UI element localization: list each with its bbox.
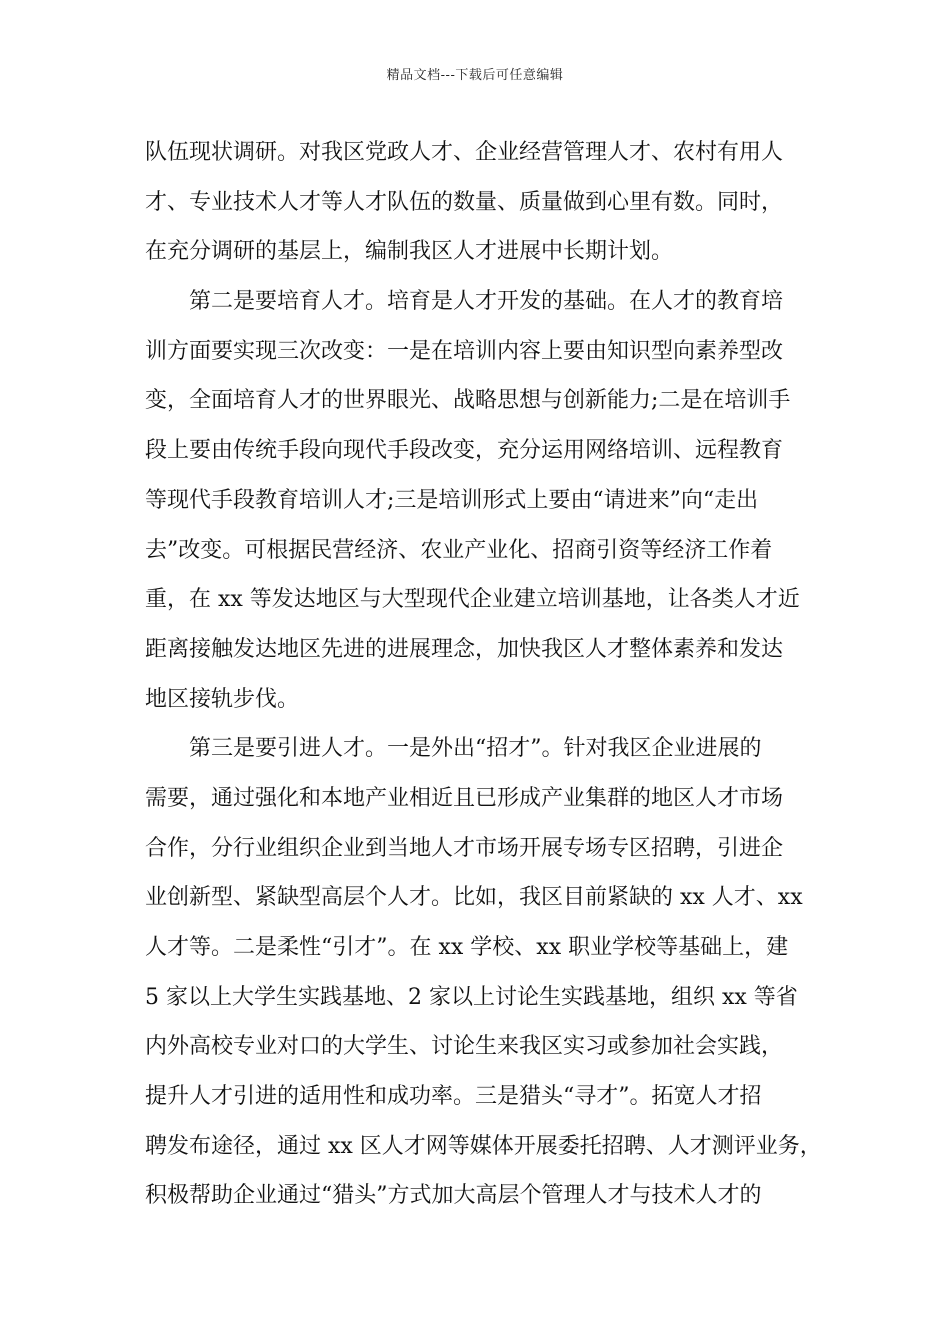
text-line: 第三是要引进人才。一是外出“招才”。针对我区企业进展的 [189,736,762,762]
text-line: 地区接轨步伐。 [145,686,300,712]
text-line: 人才等。二是柔性“引才”。在 xx 学校、xx 职业学校等基础上，建 [145,935,789,960]
text-line: 积极帮助企业通过“猎头”方式加大高层个管理人才与技术人才的 [145,1183,762,1209]
text-line: 等现代手段教育培训人才;三是培训形式上要由“请进来”向“走出 [145,487,759,513]
text-line: 训方面要实现三次改变：一是在培训内容上要由知识型向素养型改 [145,338,784,364]
text-line: 在充分调研的基层上，编制我区人才进展中长期计划。 [145,239,674,265]
text-line: 才、专业技术人才等人才队伍的数量、质量做到心里有数。同时， [145,189,784,215]
text-line: 业创新型、紧缺型高层个人才。比如，我区目前紧缺的 xx 人才、xx [145,885,803,911]
text-line: 需要，通过强化和本地产业相近且已形成产业集群的地区人才市场 [145,785,784,811]
text-line: 提升人才引进的适用性和成功率。三是猎头“寻才”。拓宽人才招 [145,1084,762,1110]
body-text [145,128,825,1221]
text-line: 内外高校专业对口的大学生、讨论生来我区实习或参加社会实践， [145,1034,784,1060]
text-line: 段上要由传统手段向现代手段改变，充分运用网络培训、远程教育 [145,438,784,464]
text-line: 去”改变。可根据民营经济、农业产业化、招商引资等经济工作着 [145,537,773,563]
text-line: 重，在 xx 等发达地区与大型现代企业建立培训基地，让各类人才近 [145,587,800,613]
text-line: 第二是要培育人才。培育是人才开发的基础。在人才的教育培 [189,289,784,315]
page-header: 精品文档---下载后可任意编辑 [386,68,564,83]
text-line: 合作，分行业组织企业到当地人才市场开展专场专区招聘，引进企 [145,835,784,861]
text-line: 5 家以上大学生实践基地、2 家以上讨论生实践基地，组织 xx 等省 [145,984,798,1010]
text-line: 聘发布途径，通过 xx 区人才网等媒体开展委托招聘、人才测评业务， [145,1133,822,1159]
text-line: 队伍现状调研。对我区党政人才、企业经营管理人才、农村有用人 [145,140,784,165]
text-line: 距离接触发达地区先进的进展理念，加快我区人才整体素养和发达 [145,636,784,662]
text-line: 变，全面培育人才的世界眼光、战略思想与创新能力;二是在培训手 [145,388,791,414]
